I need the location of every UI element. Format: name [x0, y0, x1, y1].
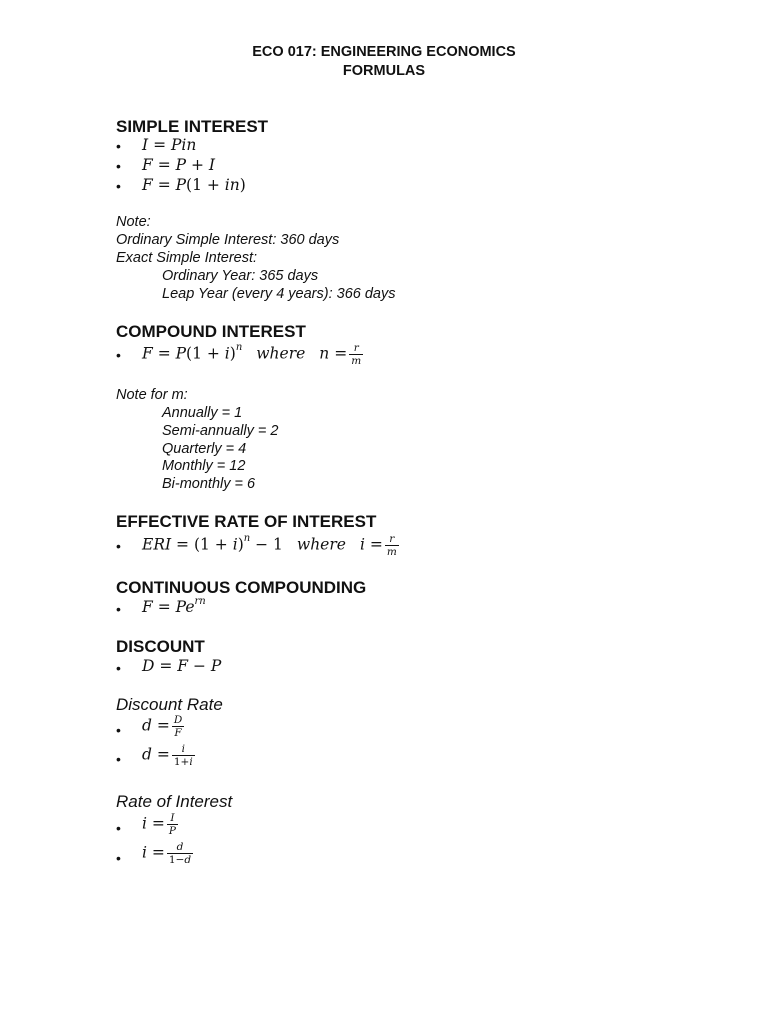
- m-semi-annually: Semi-annually = 2: [162, 423, 279, 439]
- formula-continuous: $F = Pe^{rn}$: [142, 596, 206, 617]
- note-leap-year: Leap Year (every 4 years): 366 days: [162, 286, 396, 302]
- bullet-icon: •: [116, 347, 121, 363]
- formula-simple-interest: I = Pin: [142, 136, 197, 154]
- note-ordinary-simple: Ordinary Simple Interest: 360 days: [116, 232, 340, 248]
- continuous-compounding-heading: CONTINUOUS COMPOUNDING: [116, 578, 367, 597]
- simple-interest-heading: SIMPLE INTEREST: [116, 117, 269, 136]
- formula-rate-of-interest-1: i = $\frac{I}{P}$: [142, 812, 176, 837]
- bullet-icon: •: [116, 158, 121, 174]
- bullet-icon: •: [116, 178, 121, 194]
- note-for-m-label: Note for m:: [116, 387, 188, 403]
- effective-rate-heading: EFFECTIVE RATE OF INTEREST: [116, 512, 377, 531]
- bullet-icon: •: [116, 660, 121, 676]
- note-exact-simple: Exact Simple Interest:: [116, 250, 258, 266]
- bullet-icon: •: [116, 820, 121, 836]
- formula-compound-interest: $F = P(1 + i)^n$ where n = $\frac{r}{m}$: [142, 342, 362, 367]
- bullet-icon: •: [116, 751, 121, 767]
- formula-discount-rate-2: d = $\frac{i}{1+i}$: [142, 743, 193, 768]
- discount-heading: DISCOUNT: [116, 637, 205, 656]
- note-label: Note:: [116, 214, 151, 230]
- formula-future-value: F = P + I: [142, 156, 216, 174]
- m-monthly: Monthly = 12: [162, 458, 246, 474]
- bullet-icon: •: [116, 538, 121, 554]
- formula-discount: D = F − P: [142, 657, 222, 675]
- m-annually: Annually = 1: [162, 405, 243, 421]
- note-ordinary-year: Ordinary Year: 365 days: [162, 268, 319, 284]
- document-title: ECO 017: ENGINEERING ECONOMICS: [252, 44, 516, 60]
- m-bi-monthly: Bi-monthly = 6: [162, 476, 256, 492]
- rate-of-interest-heading: Rate of Interest: [116, 792, 233, 811]
- bullet-icon: •: [116, 138, 121, 154]
- formula-effective-rate: ERI = $(1 + i)^n - 1$ where i = $\frac{r}{m}$: [142, 533, 397, 558]
- formula-future-value-expanded: F = P(1 + in): [142, 176, 246, 194]
- bullet-icon: •: [116, 722, 121, 738]
- m-quarterly: Quarterly = 4: [162, 441, 247, 457]
- compound-interest-heading: COMPOUND INTEREST: [116, 322, 306, 341]
- bullet-icon: •: [116, 601, 121, 617]
- discount-rate-heading: Discount Rate: [116, 695, 223, 714]
- document-subtitle: FORMULAS: [342, 63, 426, 79]
- bullet-icon: •: [116, 850, 121, 866]
- formula-rate-of-interest-2: i = $\frac{d}{1-d}$: [142, 841, 192, 866]
- formula-discount-rate-1: d = $\frac{D}{F}$: [142, 714, 183, 739]
